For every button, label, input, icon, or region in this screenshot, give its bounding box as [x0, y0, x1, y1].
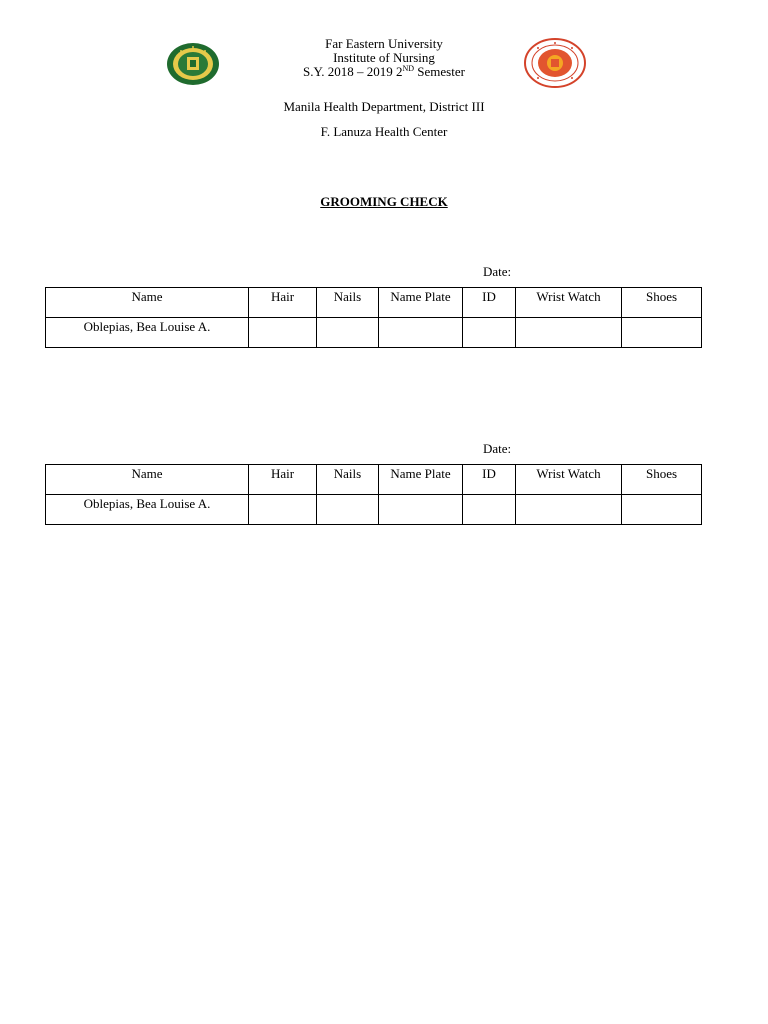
- shoes-cell: [622, 495, 702, 525]
- shoes-cell: [622, 318, 702, 348]
- university-name: Far Eastern University: [325, 36, 443, 51]
- wrist-watch-cell: [516, 495, 622, 525]
- health-center: F. Lanuza Health Center: [320, 124, 448, 139]
- column-header: Name Plate: [390, 289, 451, 304]
- institute-name: Institute of Nursing: [333, 50, 435, 65]
- column-header: Shoes: [645, 289, 678, 304]
- column-header: Name: [131, 289, 163, 304]
- document-title: GROOMING CHECK: [320, 194, 448, 209]
- column-header: Nails: [333, 466, 362, 481]
- table-row: [46, 318, 702, 348]
- institute-of-nursing-seal-icon: [524, 38, 586, 88]
- column-header: Name: [131, 466, 163, 481]
- id-cell: [463, 318, 516, 348]
- column-header: Nails: [333, 289, 362, 304]
- table-row: [46, 495, 702, 525]
- column-header: Hair: [270, 466, 295, 481]
- nails-cell: [317, 495, 379, 525]
- department: Manila Health Department, District III: [283, 99, 485, 114]
- date-label: Date:: [483, 441, 512, 456]
- wrist-watch-cell: [516, 318, 622, 348]
- column-header: Name Plate: [390, 466, 451, 481]
- column-header: ID: [482, 289, 496, 304]
- student-name: Oblepias, Bea Louise A.: [83, 496, 211, 511]
- hair-cell: [249, 318, 317, 348]
- nails-cell: [317, 318, 379, 348]
- id-cell: [463, 495, 516, 525]
- column-header: Wrist Watch: [536, 466, 601, 481]
- grooming-table: [45, 287, 702, 348]
- date-label: Date:: [483, 264, 512, 279]
- name-plate-cell: [379, 318, 463, 348]
- name-plate-cell: [379, 495, 463, 525]
- column-header: Hair: [270, 289, 295, 304]
- student-name: Oblepias, Bea Louise A.: [83, 319, 211, 334]
- grooming-table: [45, 464, 702, 525]
- hair-cell: [249, 495, 317, 525]
- table-header-row: [46, 465, 702, 495]
- school-year: S.Y. 2018 – 2019 2ND Semester: [303, 64, 465, 79]
- column-header: ID: [482, 466, 496, 481]
- table-header-row: [46, 288, 702, 318]
- column-header: Shoes: [645, 466, 678, 481]
- column-header: Wrist Watch: [536, 289, 601, 304]
